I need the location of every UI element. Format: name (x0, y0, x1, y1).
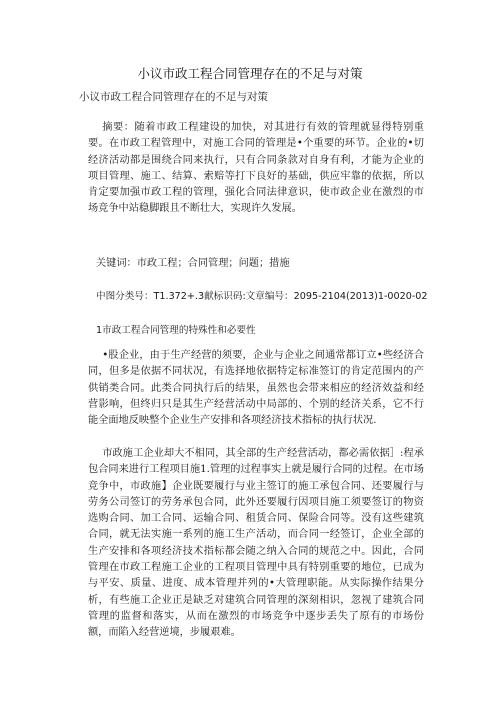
abstract-text: 摘要：随着市政工程建设的加快，对其进行有效的管理就显得特别重要。在市政工程管理中，对施工合同的管理是•个重要的环节。企业的•切经济活动都是围绕合同来执行，只有合同条款对自身有利，才能为企业的项目管理、施工、结算、索赔等打下良好的基础，供应牢靠的依据，所以肯定要加强市政工程的管理，强化合同法律意识，使市政企业在激烈的市场竞争中站稳脚跟且不断壮大，实现许久发展。 (88, 122, 424, 215)
body-text-2: 市政施工企业却大不相同，其全部的生产经营活动，都必需依据］:程承包合同来进行工程项目施1.管理的过程事实上就是履行合同的过程。在市场竞争中，市政施】企业既要履行与业主签订的施工承包合同、还要履行与劳务公司签订的劳务承包合同，此外还要履行因项目施工须要签订的物资选购合同、加工合同、运输合同、租赁合同、保险合同等。没有这些建筑合同，就无法实施一系列的施工生产活动，而合同一经签订，企业全部的生产安排和各项经济技术指标都会随之纳入合同的规范之中。因此，合同管理在市政工程施工企业的工程项目管理中具有特别重要的地位，已成为与平安、质量、进度、成本管理并列的•大管理职能。从实际操作结果分析，有些施工企业正是缺乏对建筑合同管理的深刻相识，忽视了建筑合同管理的监督和落实，从而在激烈的市场竞争中逐步丢失了原有的市场份额，而陷入经营逆境，步履艰难。 (88, 448, 424, 639)
classification-line: 中图分类号：T1.372+.3献标识码:文章编号：2095-2104(2013)1-0020-02 (96, 291, 428, 302)
abstract-paragraph (88, 120, 424, 218)
document-title: 小议市政工程合同管理存在的不足与对策 (137, 66, 363, 81)
body-paragraph-2 (88, 446, 424, 642)
document-subtitle: 小议市政工程合同管理存在的不足与对策 (79, 91, 268, 103)
keywords-line: 关键词：市政工程；合同管理；问题；措施 (96, 258, 290, 269)
body-paragraph-1 (88, 348, 424, 429)
section-heading: 1市政工程合同管理的特殊性和必要性 (96, 325, 256, 336)
body-text-1: •股企业，由于生产经营的须要，企业与企业之间通常都订立•些经济合同，但多是依据不同状况，有选择地依据特定标准签订的肯定范围内的产供销类合同。此类合同执行后的结果，虽然也会带来相应的经济效益和经营影响，但终归只是其生产经营活动中局部的、个别的经济关系，它不行能全面地反映整个企业生产安排和各项经济技术指标的执行状况. (88, 350, 424, 427)
